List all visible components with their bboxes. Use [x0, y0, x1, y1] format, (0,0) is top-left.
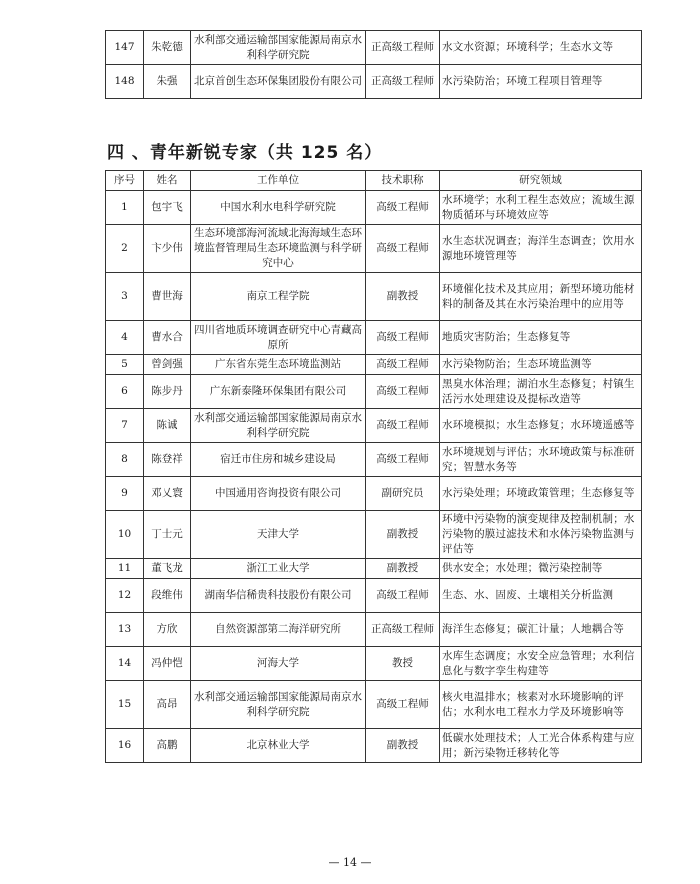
table-row	[106, 191, 642, 225]
cell-name: 曹世海	[144, 273, 191, 321]
cell-field: 供水安全；水处理；微污染控制等	[440, 559, 642, 579]
cell-no: 147	[106, 31, 144, 65]
table-row	[106, 579, 642, 613]
table-row	[106, 443, 642, 477]
cell-field: 水环境模拟；水生态修复；水环境遥感等	[440, 409, 642, 443]
cell-name: 邓乂寰	[144, 477, 191, 511]
table-row	[106, 511, 642, 559]
young-experts-table	[105, 170, 642, 763]
cell-unit: 生态环境部海河流域北海海域生态环境监督管理局生态环境监测与科学研究中心	[191, 225, 366, 273]
cell-field: 生态、水、固废、土壤相关分析监测	[440, 579, 642, 613]
cell-field: 水生态状况调查；海洋生态调查；饮用水源地环境管理等	[440, 225, 642, 273]
cell-title: 高级工程师	[366, 375, 440, 409]
cell-unit: 浙江工业大学	[191, 559, 366, 579]
cell-field: 地质灾害防治；生态修复等	[440, 321, 642, 355]
cell-title: 高级工程师	[366, 579, 440, 613]
cell-name: 朱乾德	[144, 31, 191, 65]
cell-name: 曾剑强	[144, 355, 191, 375]
cell-no: 4	[106, 321, 144, 355]
cell-title: 副教授	[366, 273, 440, 321]
cell-no: 15	[106, 681, 144, 729]
cell-field: 水环境学；水利工程生态效应；流域生源物质循环与环境效应等	[440, 191, 642, 225]
cell-unit: 中国水利水电科学研究院	[191, 191, 366, 225]
cell-unit: 南京工程学院	[191, 273, 366, 321]
cell-title: 副教授	[366, 729, 440, 763]
cell-unit: 广东省东莞生态环境监测站	[191, 355, 366, 375]
cell-field: 水污染防治；环境工程项目管理等	[440, 65, 642, 99]
cell-name: 朱强	[144, 65, 191, 99]
header-title: 技术职称	[366, 171, 440, 191]
cell-no: 148	[106, 65, 144, 99]
cell-title: 副教授	[366, 511, 440, 559]
cell-field: 海洋生态修复；碳汇计量；人地耦合等	[440, 613, 642, 647]
table-row	[106, 321, 642, 355]
table-row	[106, 409, 642, 443]
cell-no: 8	[106, 443, 144, 477]
cell-name: 高鹏	[144, 729, 191, 763]
cell-name: 段维伟	[144, 579, 191, 613]
cell-unit: 四川省地质环境调查研究中心青藏高原所	[191, 321, 366, 355]
cell-unit: 北京首创生态环保集团股份有限公司	[191, 65, 366, 99]
cell-no: 5	[106, 355, 144, 375]
cell-name: 丁士元	[144, 511, 191, 559]
cell-name: 陈登祥	[144, 443, 191, 477]
table-row	[106, 273, 642, 321]
table-row	[106, 355, 642, 375]
table-row	[106, 729, 642, 763]
cell-title: 高级工程师	[366, 321, 440, 355]
cell-title: 高级工程师	[366, 191, 440, 225]
cell-name: 曹水合	[144, 321, 191, 355]
cell-no: 12	[106, 579, 144, 613]
cell-no: 6	[106, 375, 144, 409]
table-row	[106, 647, 642, 681]
cell-title: 教授	[366, 647, 440, 681]
header-no: 序号	[106, 171, 144, 191]
page-number: — 14 —	[328, 856, 372, 869]
cell-unit: 北京林业大学	[191, 729, 366, 763]
table-row	[106, 31, 642, 65]
cell-unit: 河海大学	[191, 647, 366, 681]
cell-no: 16	[106, 729, 144, 763]
header-name: 姓名	[144, 171, 191, 191]
table-row	[106, 375, 642, 409]
cell-unit: 水利部交通运输部国家能源局南京水利科学研究院	[191, 409, 366, 443]
cell-unit: 中国通用咨询投资有限公司	[191, 477, 366, 511]
cell-unit: 广东新泰隆环保集团有限公司	[191, 375, 366, 409]
cell-field: 水污染处理；环境政策管理；生态修复等	[440, 477, 642, 511]
table-row	[106, 225, 642, 273]
cell-name: 冯仲恺	[144, 647, 191, 681]
cell-field: 核火电温排水；核素对水环境影响的评估；水利水电工程水力学及环境影响等	[440, 681, 642, 729]
cell-name: 陈步丹	[144, 375, 191, 409]
cell-no: 2	[106, 225, 144, 273]
cell-title: 副教授	[366, 559, 440, 579]
table-row	[106, 559, 642, 579]
header-field: 研究领域	[440, 171, 642, 191]
table-row	[106, 681, 642, 729]
cell-no: 9	[106, 477, 144, 511]
cell-no: 10	[106, 511, 144, 559]
cell-unit: 宿迁市住房和城乡建设局	[191, 443, 366, 477]
cell-field: 环境中污染物的演变规律及控制机制；水污染物的膜过滤技术和水体污染物监测与评估等	[440, 511, 642, 559]
cell-name: 董飞龙	[144, 559, 191, 579]
cell-no: 7	[106, 409, 144, 443]
table-row	[106, 65, 642, 99]
header-unit: 工作单位	[191, 171, 366, 191]
cell-no: 1	[106, 191, 144, 225]
cell-title: 正高级工程师	[366, 65, 440, 99]
cell-field: 水文水资源；环境科学；生态水文等	[440, 31, 642, 65]
cell-unit: 天津大学	[191, 511, 366, 559]
cell-field: 低碳水处理技术；人工光合体系构建与应用；新污染物迁移转化等	[440, 729, 642, 763]
cell-name: 高昂	[144, 681, 191, 729]
section-heading: 四 、青年新锐专家（共 125 名）	[107, 143, 383, 163]
cell-unit: 自然资源部第二海洋研究所	[191, 613, 366, 647]
cell-title: 副研究员	[366, 477, 440, 511]
cell-name: 卞少伟	[144, 225, 191, 273]
cell-name: 方欣	[144, 613, 191, 647]
cell-title: 正高级工程师	[366, 31, 440, 65]
cell-title: 高级工程师	[366, 443, 440, 477]
cell-unit: 湖南华信稀贵科技股份有限公司	[191, 579, 366, 613]
cell-unit: 水利部交通运输部国家能源局南京水利科学研究院	[191, 681, 366, 729]
cell-no: 14	[106, 647, 144, 681]
cell-field: 水污染物防治；生态环境监测等	[440, 355, 642, 375]
cell-field: 水环境规划与评估；水环境政策与标准研究；智慧水务等	[440, 443, 642, 477]
table-row	[106, 613, 642, 647]
cell-name: 包宇飞	[144, 191, 191, 225]
cell-title: 高级工程师	[366, 225, 440, 273]
cell-field: 水库生态调度；水安全应急管理；水利信息化与数字孪生构建等	[440, 647, 642, 681]
cell-no: 11	[106, 559, 144, 579]
table-row	[106, 477, 642, 511]
cell-field: 黑臭水体治理；湖泊水生态修复；村镇生活污水处理建设及提标改造等	[440, 375, 642, 409]
cell-field: 环境催化技术及其应用；新型环境功能材料的制备及其在水污染治理中的应用等	[440, 273, 642, 321]
cell-title: 高级工程师	[366, 355, 440, 375]
cell-name: 陈诚	[144, 409, 191, 443]
cell-title: 正高级工程师	[366, 613, 440, 647]
cell-no: 13	[106, 613, 144, 647]
table-header-row	[106, 171, 642, 191]
cell-title: 高级工程师	[366, 409, 440, 443]
previous-section-table	[105, 30, 642, 99]
cell-no: 3	[106, 273, 144, 321]
cell-title: 高级工程师	[366, 681, 440, 729]
cell-unit: 水利部交通运输部国家能源局南京水利科学研究院	[191, 31, 366, 65]
